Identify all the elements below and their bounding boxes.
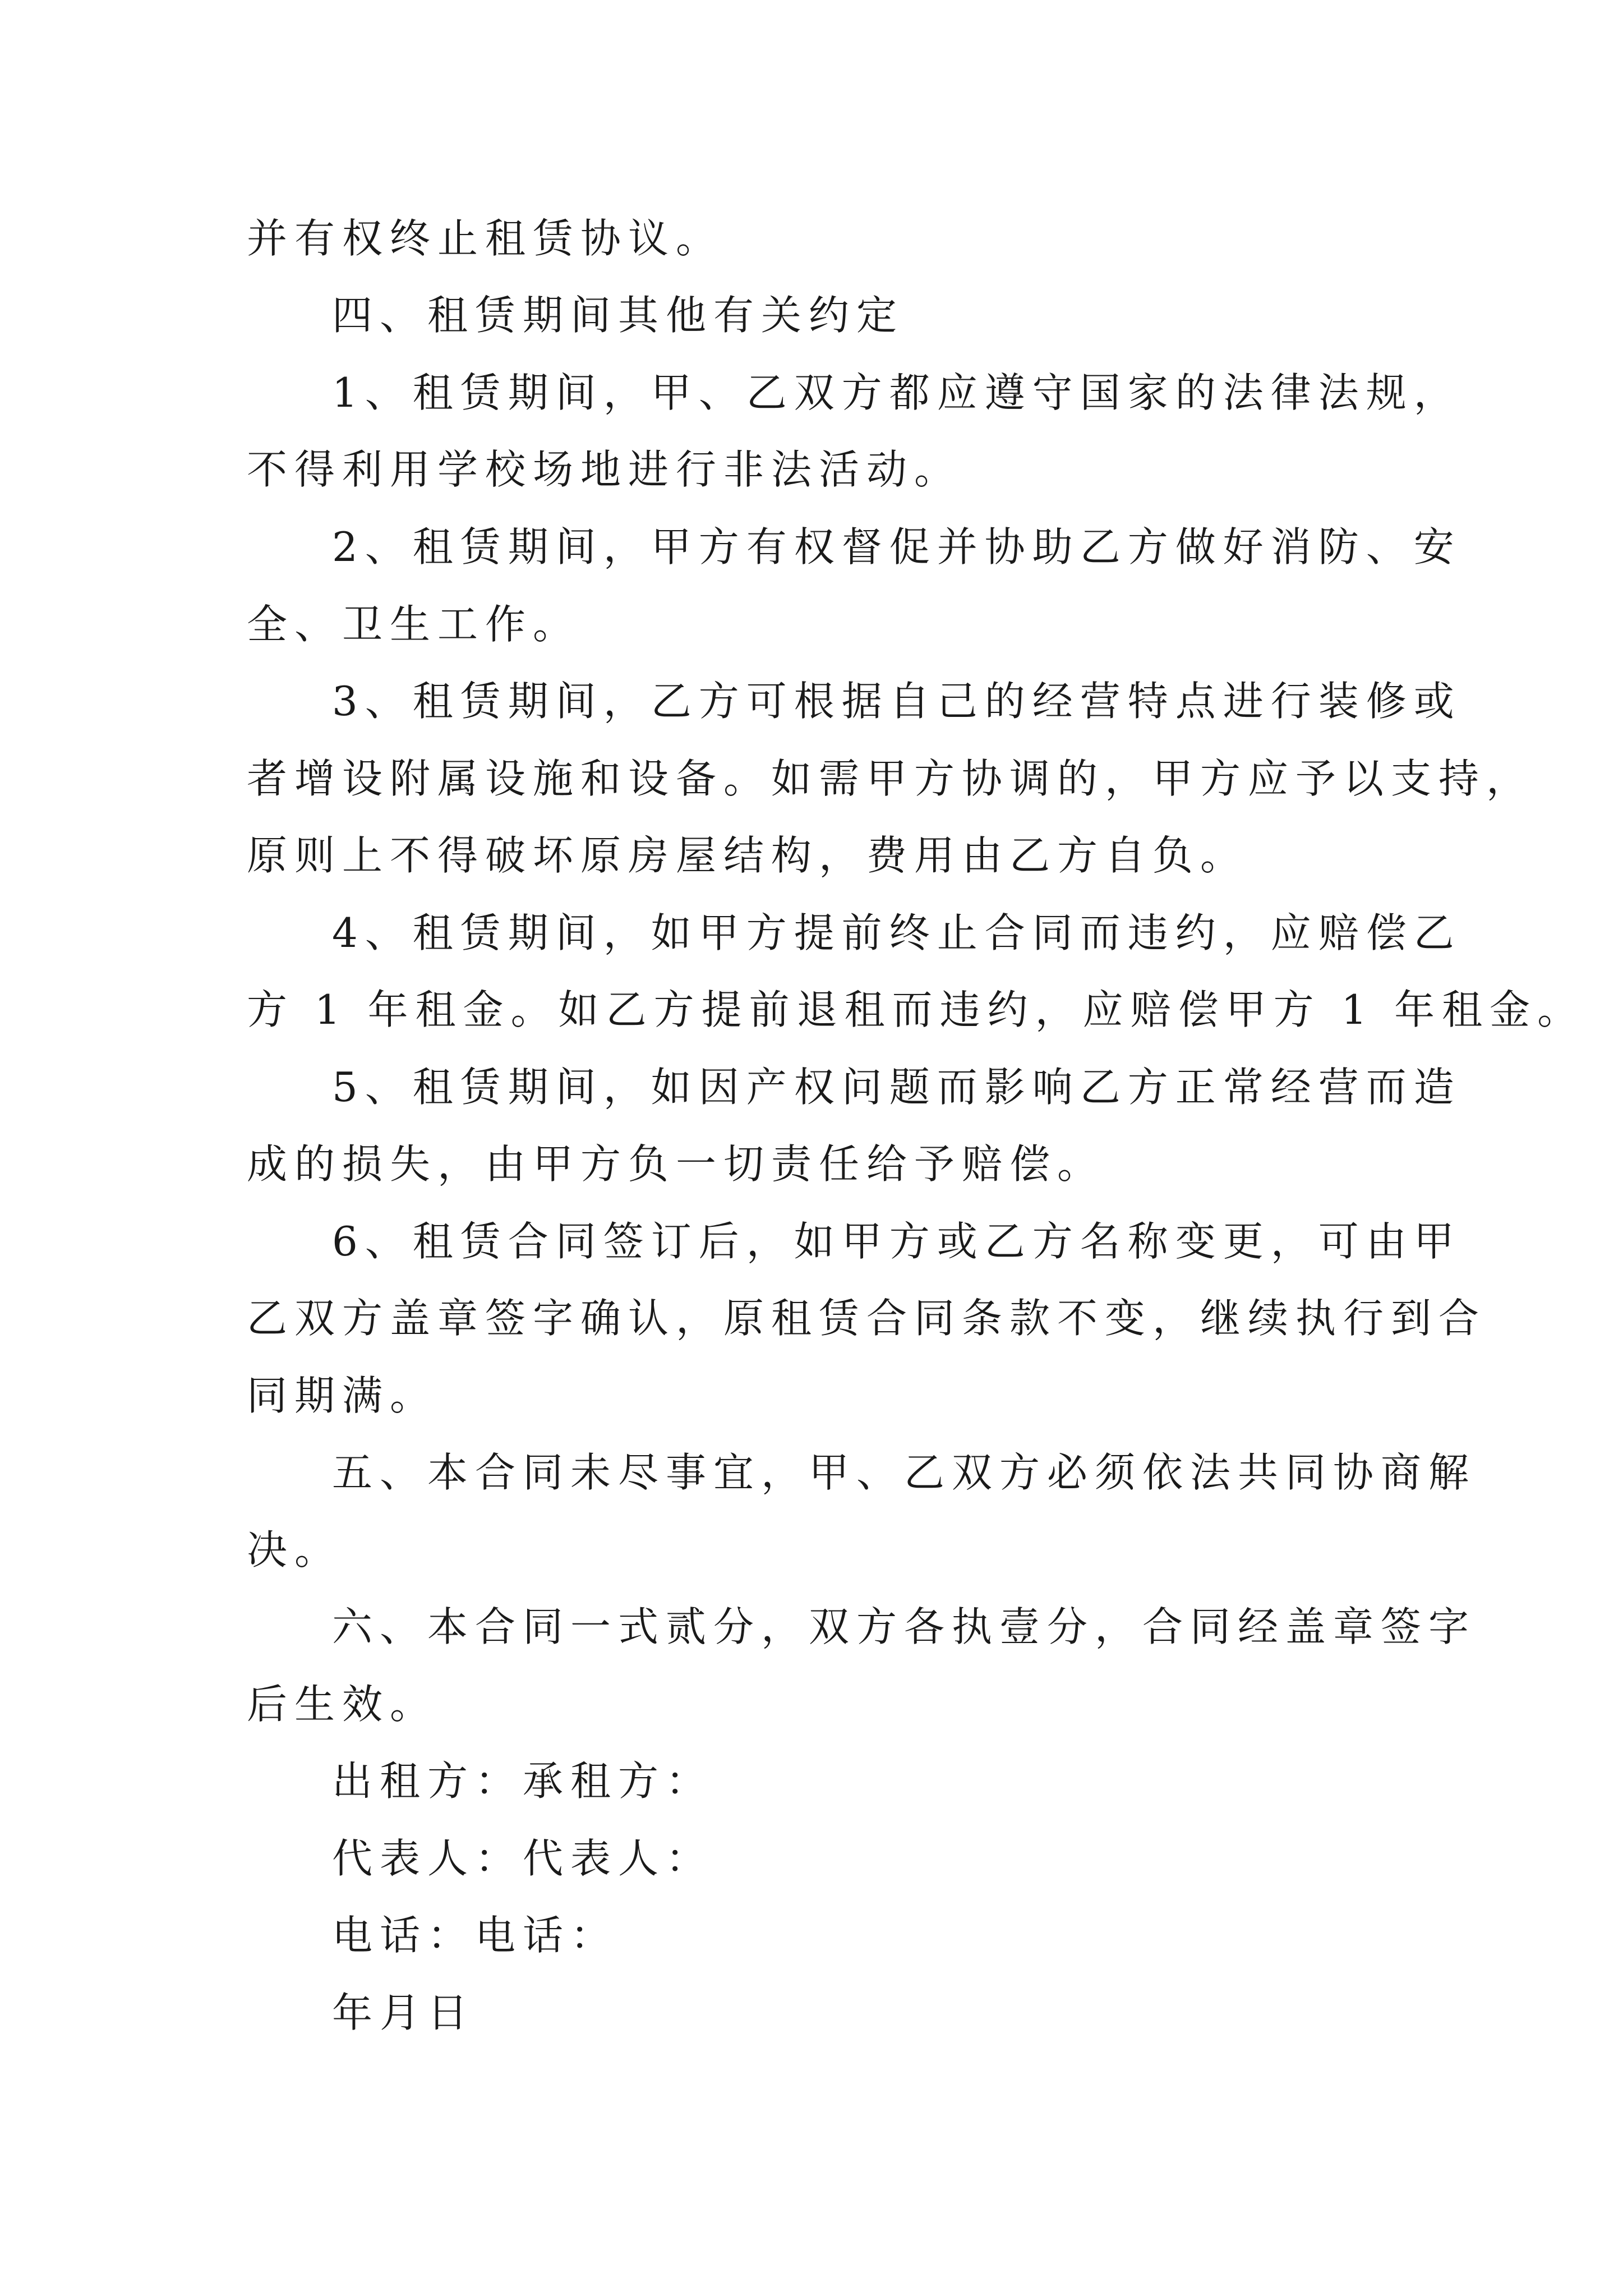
- text-line: 成的损失，由甲方负一切责任给予赔偿。: [247, 1140, 1105, 1188]
- text-line: 后生效。: [247, 1681, 438, 1728]
- section-heading: 五、本合同未尽事宜，甲、乙双方必须依法共同协商解: [332, 1449, 1477, 1496]
- text-line: 原则上不得破坏原房屋结构，费用由乙方自负。: [247, 832, 1248, 879]
- text-line: 不得利用学校场地进行非法活动。: [247, 446, 962, 493]
- signature-date: 年月日: [332, 1989, 476, 2036]
- text-line: 并有权终止租赁协议。: [247, 215, 724, 262]
- text-line: 决。: [247, 1526, 343, 1573]
- text-line: 3、租赁期间，乙方可根据自己的经营特点进行装修或: [332, 678, 1461, 725]
- text-line: 方 1 年租金。如乙方提前退租而违约，应赔偿甲方 1 年租金。: [247, 986, 1585, 1033]
- signature-phones: 电话：电话：: [332, 1912, 619, 1959]
- text-line: 5、租赁期间，如因产权问题而影响乙方正常经营而造: [332, 1064, 1461, 1111]
- signature-parties: 出租方：承租方：: [332, 1757, 714, 1805]
- text-line: 乙双方盖章签字确认，原租赁合同条款不变，继续执行到合: [247, 1295, 1487, 1342]
- section-heading: 六、本合同一式贰分，双方各执壹分，合同经盖章签字: [332, 1603, 1477, 1650]
- section-heading: 四、租赁期间其他有关约定: [332, 292, 905, 339]
- text-line: 同期满。: [247, 1372, 438, 1419]
- text-line: 全、卫生工作。: [247, 601, 581, 648]
- text-line: 1、租赁期间，甲、乙双方都应遵守国家的法律法规，: [332, 369, 1461, 416]
- text-line: 2、租赁期间，甲方有权督促并协助乙方做好消防、安: [332, 523, 1461, 570]
- text-line: 者增设附属设施和设备。如需甲方协调的，甲方应予以支持，: [247, 755, 1534, 802]
- text-line: 6、租赁合同签订后，如甲方或乙方名称变更，可由甲: [332, 1218, 1461, 1265]
- text-line: 4、租赁期间，如甲方提前终止合同而违约，应赔偿乙: [332, 909, 1461, 956]
- signature-representatives: 代表人：代表人：: [332, 1835, 714, 1882]
